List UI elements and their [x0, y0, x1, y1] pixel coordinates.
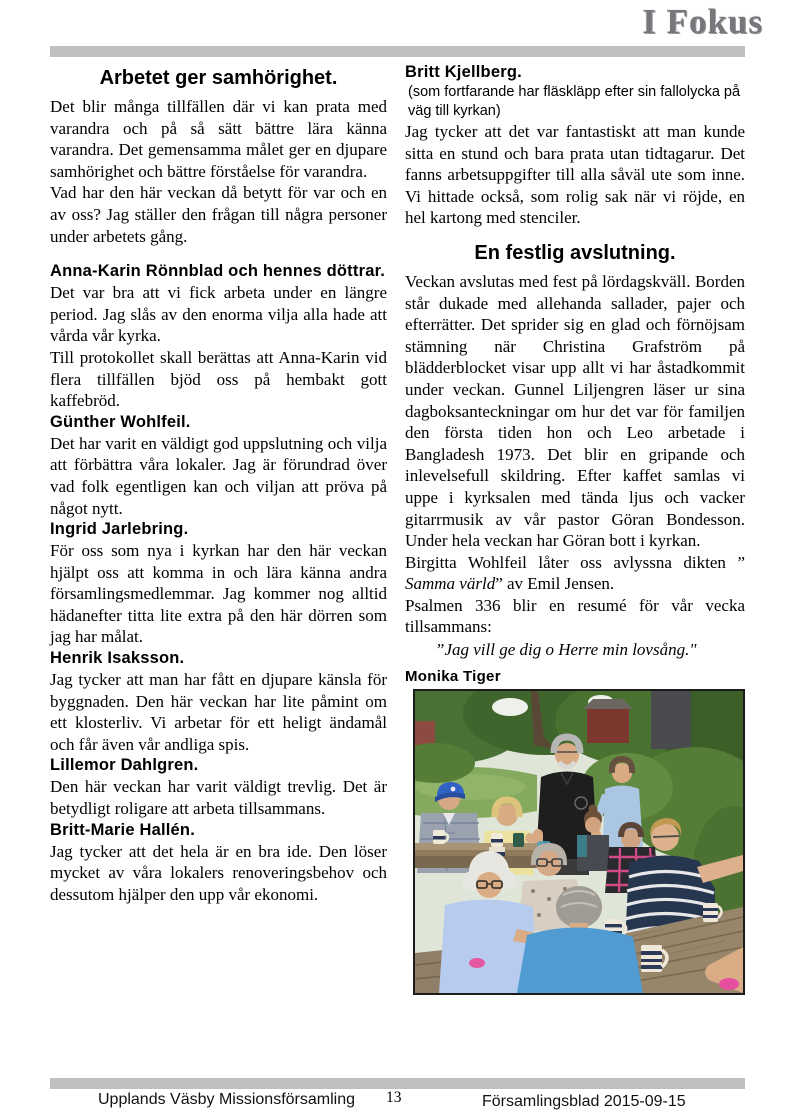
quote-paragraph: Det var bra att vi fick arbeta under en längre period. Jag slås av den enorma vilja alla hade att vårda vår kyrka.	[50, 283, 387, 346]
person-name-ronnblad: Anna-Karin Rönnblad och hennes döttrar.	[50, 262, 386, 281]
bottom-divider-bar	[50, 1078, 745, 1089]
dikten-pre: Birgitta Wohlfeil låter oss avlyssna dikten ”	[405, 552, 745, 572]
kjellberg-note: (som fortfarande har fläskläpp efter sin fallolycka på väg till kyrkan)	[408, 84, 741, 119]
intro-paragraph-2: Vad har den här veckan då betytt för var och en av oss? Jag ställer den frågan till några personer under arbetets gång.	[50, 183, 387, 246]
top-divider-bar	[50, 46, 745, 57]
byline-author: Monika Tiger	[405, 668, 501, 686]
person-name-wohlfeil: Günther Wohlfeil.	[50, 412, 191, 431]
person-name-dahlgren: Lillemor Dahlgren.	[50, 756, 199, 775]
person-name-kjellberg: Britt Kjellberg.	[405, 63, 522, 81]
heading-arbetet: Arbetet ger samhörighet.	[99, 67, 338, 89]
spacer	[405, 229, 745, 237]
group-photo-illustration	[415, 691, 743, 993]
quote-paragraph: För oss som nya i kyrkan har den här veckan hjälpt oss att komma in och lära känna andra församlingsmedlemmar. Jag kommer nog alltid hädanefter titta lite extra på den här dörren som jag har målat.	[50, 541, 387, 647]
psalm-paragraph: Psalmen 336 blir en resumé för vår vecka tillsammans:	[405, 595, 745, 637]
footer-page-number: 13	[386, 1089, 402, 1106]
intro-paragraph-1: Det blir många tillfällen där vi kan prata med varandra och på så sätt bättre lära känna varandra. Det gemensamma målet ger en djupare samhörighet och bättre förståelse för varandra.	[50, 97, 387, 181]
group-photo	[413, 689, 745, 995]
person-name-isaksson: Henrik Isaksson.	[50, 649, 185, 668]
right-column	[405, 62, 745, 995]
person-name-jarlebring: Ingrid Jarlebring.	[50, 520, 189, 539]
poem-title: Samma värld	[405, 574, 496, 594]
quote-paragraph: Jag tycker att det var fantastiskt att man kunde sitta en stund och bara prata utan tidtagarur. Det fanns arbetsuppgifter till alla såväl ute som inne. Vi hittade också, som rolig sak när vi röjde, en hel kartong med stenciler.	[405, 122, 745, 228]
page-title: I Fokus	[642, 2, 763, 41]
footer-publication-date: Församlingsblad 2015-09-15	[482, 1093, 686, 1110]
quote-paragraph: Jag tycker att man har fått en djupare känsla för byggnaden. Den här veckan har lite påmint om ett klosterliv. Vi arbetar för ett heligt ändamål och får även vår andliga spis.	[50, 670, 387, 754]
two-column-content	[50, 62, 745, 995]
spacer	[50, 247, 387, 261]
hymn-quote: ”Jag vill ge dig o Herre min lovsång."	[435, 640, 697, 660]
dikten-paragraph	[405, 552, 745, 595]
left-column	[50, 62, 387, 995]
quote-paragraph: Till protokollet skall berättas att Anna-Karin vid flera tillfällen bjöd oss på hembakt gott kaffebröd.	[50, 347, 387, 411]
quote-paragraph: Det har varit en väldigt god uppslutning och vilja att förbättra våra lokaler. Jag är förundrad över vad folk egentligen kan och viljan att pröva på något nytt.	[50, 433, 387, 518]
dikten-post: ” av Emil Jensen.	[495, 574, 615, 594]
festlig-paragraph: Veckan avslutas med fest på lördagskväll. Borden står dukade med allehanda sallader, pajer och efterrätter. Det sprider sig en glad och förnöjsam stämning när Christina Grafström på blädderblocket visar upp allt vi har åstadkommit under veckan. Gunnel Liljengren läser ur sina dagboksanteckningar om hur det var för familjen den första tiden hon och Leo arbetade i Bangladesh 1973. Det blir en gripande och inlevelsefull skildring. Efter kaffet samlas vi uppe i kyrksalen med tända ljus och vacker gitarrmusik av vår pastor Göran Bondesson. Under hela veckan har Göran bott i kyrkan.	[405, 271, 745, 551]
person-name-hallen: Britt-Marie Hallén.	[50, 820, 195, 839]
quote-paragraph: Den här veckan har varit väldigt trevlig. Det är betydligt roligare att arbeta tillsammans.	[50, 777, 387, 819]
heading-festlig: En festlig avslutning.	[474, 241, 676, 264]
footer-organization: Upplands Väsby Missionsförsamling	[98, 1091, 355, 1108]
quote-paragraph: Jag tycker att det hela är en bra ide. Den löser mycket av våra lokalers renoveringsbehov och dessutom hjälper den upp vår ekonomi.	[50, 841, 387, 904]
